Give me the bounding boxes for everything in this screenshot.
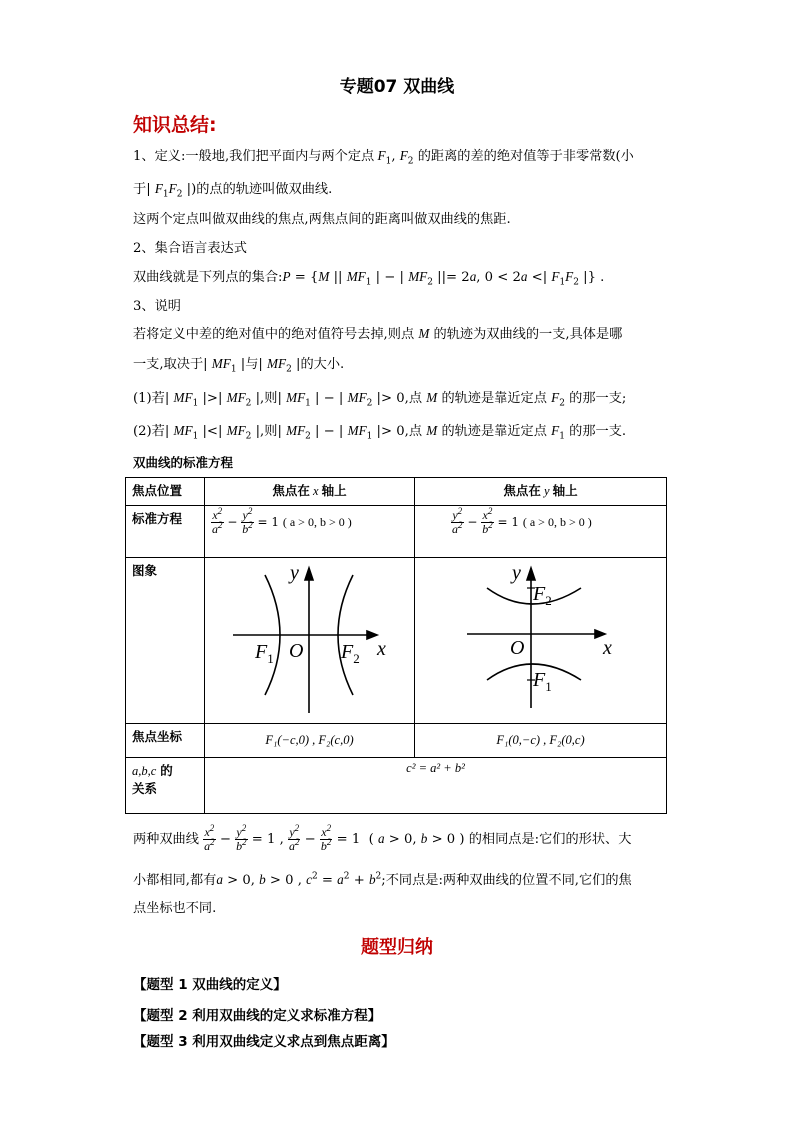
- origin-label: O: [289, 640, 304, 662]
- origin-label: O: [510, 637, 525, 659]
- row-label-graph: 图象: [126, 558, 205, 724]
- comparison-line-1: 两种双曲线 $\frac{x^2}{a^2}$ − $\frac{y^2}{b^2}$ = 1 , $\frac{y^2}{a^2}$ − $\frac{x^2}{b^2}$ = 1 ( a > 0, b > 0 ) 的相同点是:它们的形状、大: [133, 823, 632, 853]
- f1-label: $F_1$: [255, 641, 274, 666]
- comparison-line-2: 小都相同,都有a > 0, b > 0 , $c^2 = a^2 + b^2$;不同点是:两种双曲线的位置不同,它们的焦: [133, 871, 632, 888]
- graph-x-hyperbola: [205, 558, 415, 724]
- header-x-axis: 焦点在 x 轴上: [205, 478, 415, 506]
- y-axis-label: y: [290, 562, 299, 584]
- row-label-standard-equation: 标准方程: [126, 506, 205, 558]
- header-focus-position: 焦点位置: [126, 478, 205, 506]
- row-label-foci: 焦点坐标: [126, 724, 205, 758]
- equation-y: $\frac{y^2}{a^2}$ − $\frac{x^2}{b^2}$ = 1 ( a > 0, b > 0 ): [415, 506, 667, 558]
- graph-y-hyperbola: [415, 558, 667, 724]
- row-label-relation: a,b,c 的 关系: [126, 758, 205, 814]
- table-row-relation: [126, 758, 667, 814]
- set-expression: 双曲线就是下列点的集合:P = {M || $MF_1$ | − | $MF_2$ ||= 2a, 0 < 2a <| $F_1F_2$ |} .: [133, 269, 605, 288]
- header-y-axis: 焦点在 y 轴上: [415, 478, 667, 506]
- y-axis-arrow: [527, 568, 535, 580]
- case-1: (1)若| $MF_1$ |>| $MF_2$ |,则| $MF_1$ | − | $MF_2$ |> 0,点 M 的轨迹是靠近定点 $F_2$ 的那一支;: [133, 390, 627, 409]
- hyperbola-x-diagram: [205, 558, 414, 720]
- case-2: (2)若| $MF_1$ |<| $MF_2$ |,则| $MF_2$ | − | $MF_1$ |> 0,点 M 的轨迹是靠近定点 $F_1$ 的那一支.: [133, 423, 627, 442]
- relation-formula: c² = a² + b²: [205, 758, 667, 814]
- definition-line-1: 1、定义:一般地,我们把平面内与两个定点 $F_1$, $F_2$ 的距离的差的绝对值等于非零常数(小: [133, 148, 634, 167]
- note-line-1: 若将定义中差的绝对值中的绝对值符号去掉,则点 M 的轨迹为双曲线的一支,具体是哪: [133, 326, 623, 342]
- set-label: 2、集合语言表达式: [133, 241, 247, 256]
- table-header-row: [126, 478, 667, 506]
- y-axis-label: y: [512, 562, 521, 584]
- section-heading-knowledge: 知识总结:: [133, 114, 217, 136]
- x-axis-arrow: [367, 631, 377, 639]
- foci-y: F₁(0,−c) , F₂(0,c): [415, 724, 667, 758]
- question-type-3: 【题型 3 利用双曲线定义求点到焦点距离】: [133, 1034, 395, 1050]
- table-row-standard-equation: [126, 506, 667, 558]
- x-axis-label: x: [603, 637, 612, 659]
- y-axis-arrow: [305, 568, 313, 580]
- f1-label: $F_1$: [533, 669, 552, 694]
- f2-label: $F_2$: [533, 583, 552, 608]
- table-row-graph: [126, 558, 667, 724]
- definition-line-2: 于| $F_1F_2$ |)的点的轨迹叫做双曲线.: [133, 181, 333, 200]
- comparison-line-3: 点坐标也不同.: [133, 901, 217, 916]
- note-label: 3、说明: [133, 299, 181, 314]
- question-type-2: 【题型 2 利用双曲线的定义求标准方程】: [133, 1008, 382, 1024]
- page-title: 专题07 双曲线: [339, 77, 455, 97]
- x-axis-label: x: [377, 638, 386, 660]
- section-heading-question-types: 题型归纳: [361, 937, 433, 958]
- foci-x: F₁(−c,0) , F₂(c,0): [205, 724, 415, 758]
- hyperbola-y-diagram: [415, 558, 666, 720]
- foci-definition: 这两个定点叫做双曲线的焦点,两焦点间的距离叫做双曲线的焦距.: [133, 212, 511, 227]
- f2-label: $F_2$: [341, 641, 360, 666]
- equation-x: $\frac{x^2}{a^2}$ − $\frac{y^2}{b^2}$ = 1 ( a > 0, b > 0 ): [205, 506, 415, 558]
- question-type-1: 【题型 1 双曲线的定义】: [133, 977, 287, 993]
- standard-equation-table: [125, 477, 667, 814]
- table-caption: 双曲线的标准方程: [133, 455, 234, 470]
- note-line-2: 一支,取决于| $MF_1$ |与| $MF_2$ |的大小.: [133, 356, 345, 375]
- table-row-foci: [126, 724, 667, 758]
